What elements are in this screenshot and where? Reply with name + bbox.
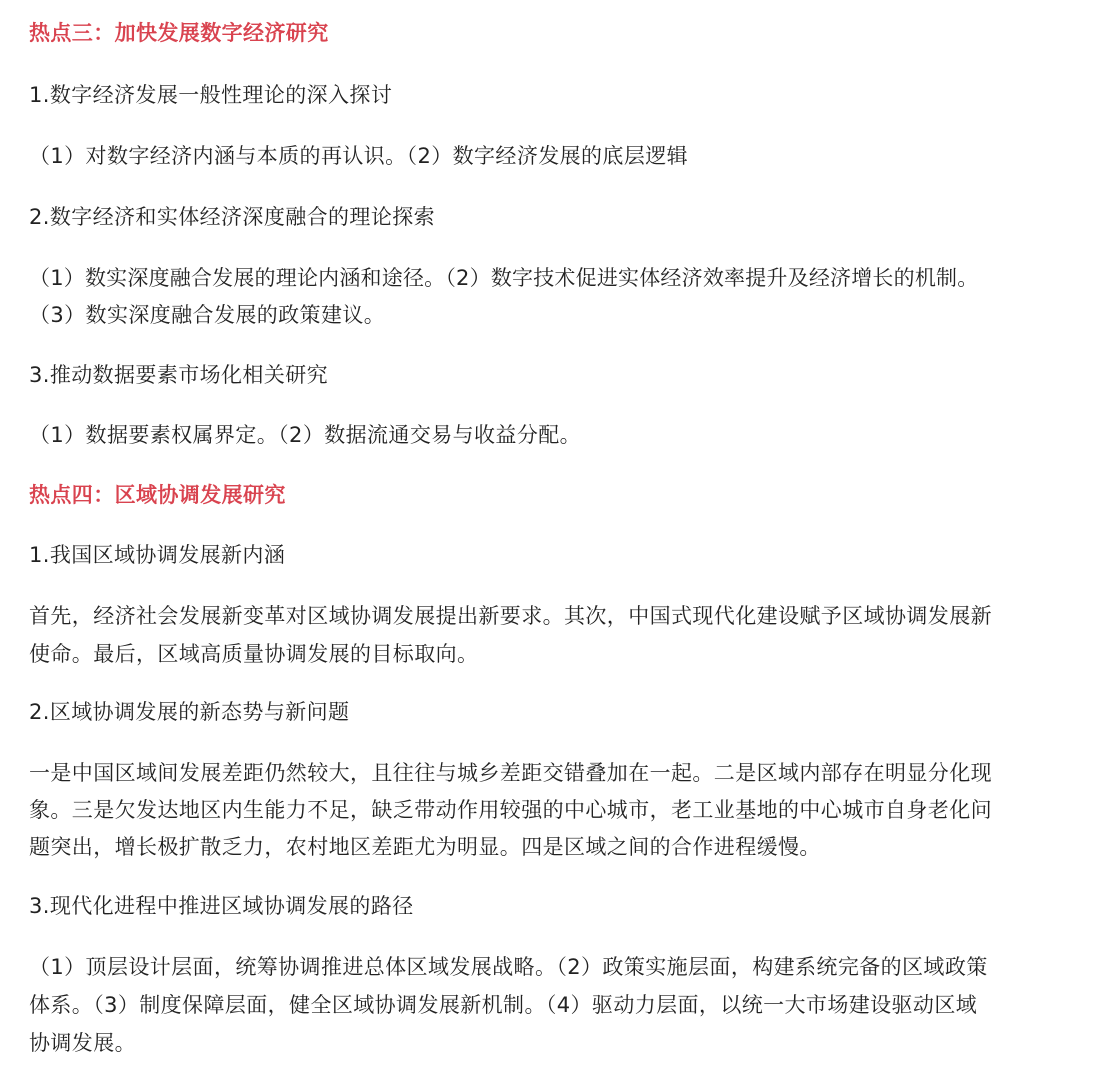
hotspot4-item2-body-line2: 象。三是欠发达地区内生能力不足，缺乏带动作用较强的中心城市，老工业基地的中心城市自身老化问 bbox=[29, 798, 992, 822]
hotspot3-item3-body: （1）数据要素权属界定。（2）数据流通交易与收益分配。 bbox=[29, 423, 582, 447]
hotspot3-item1-title: 1.数字经济发展一般性理论的深入探讨 bbox=[29, 83, 393, 107]
hotspot3-item1-body: （1）对数字经济内涵与本质的再认识。（2）数字经济发展的底层逻辑 bbox=[29, 144, 689, 168]
hotspot4-title: 热点四：区域协调发展研究 bbox=[29, 483, 286, 507]
hotspot3-item3-title: 3.推动数据要素市场化相关研究 bbox=[29, 363, 329, 387]
hotspot4-item2-title: 2.区域协调发展的新态势与新问题 bbox=[29, 700, 350, 724]
hotspot4-item2-body-line1: 一是中国区域间发展差距仍然较大，且往往与城乡差距交错叠加在一起。二是区域内部存在明显分化现 bbox=[29, 761, 992, 785]
hotspot3-item2-title: 2.数字经济和实体经济深度融合的理论探索 bbox=[29, 205, 436, 229]
hotspot4-item1-title: 1.我国区域协调发展新内涵 bbox=[29, 543, 286, 567]
hotspot3-item2-body-line1: （1）数实深度融合发展的理论内涵和途径。（2）数字技术促进实体经济效率提升及经济增长的机制。 bbox=[29, 266, 979, 290]
hotspot4-item3-body-line2: 体系。（3）制度保障层面，健全区域协调发展新机制。（4）驱动力层面，以统一大市场建设驱动区域 bbox=[29, 993, 978, 1017]
hotspot4-item3-body-line1: （1）顶层设计层面，统筹协调推进总体区域发展战略。（2）政策实施层面，构建系统完备的区域政策 bbox=[29, 955, 988, 979]
hotspot4-item2-body-line3: 题突出，增长极扩散乏力，农村地区差距尤为明显。四是区域之间的合作进程缓慢。 bbox=[29, 835, 821, 859]
hotspot3-title: 热点三：加快发展数字经济研究 bbox=[29, 21, 329, 45]
hotspot4-item3-title: 3.现代化进程中推进区域协调发展的路径 bbox=[29, 894, 414, 918]
hotspot4-item1-body-line1: 首先，经济社会发展新变革对区域协调发展提出新要求。其次，中国式现代化建设赋予区域协调发展新 bbox=[29, 604, 992, 628]
hotspot4-item1-body-line2: 使命。最后，区域高质量协调发展的目标取向。 bbox=[29, 642, 479, 666]
hotspot4-item3-body-line3: 协调发展。 bbox=[29, 1031, 136, 1055]
hotspot3-item2-body-line2: （3）数实深度融合发展的政策建议。 bbox=[29, 303, 386, 327]
